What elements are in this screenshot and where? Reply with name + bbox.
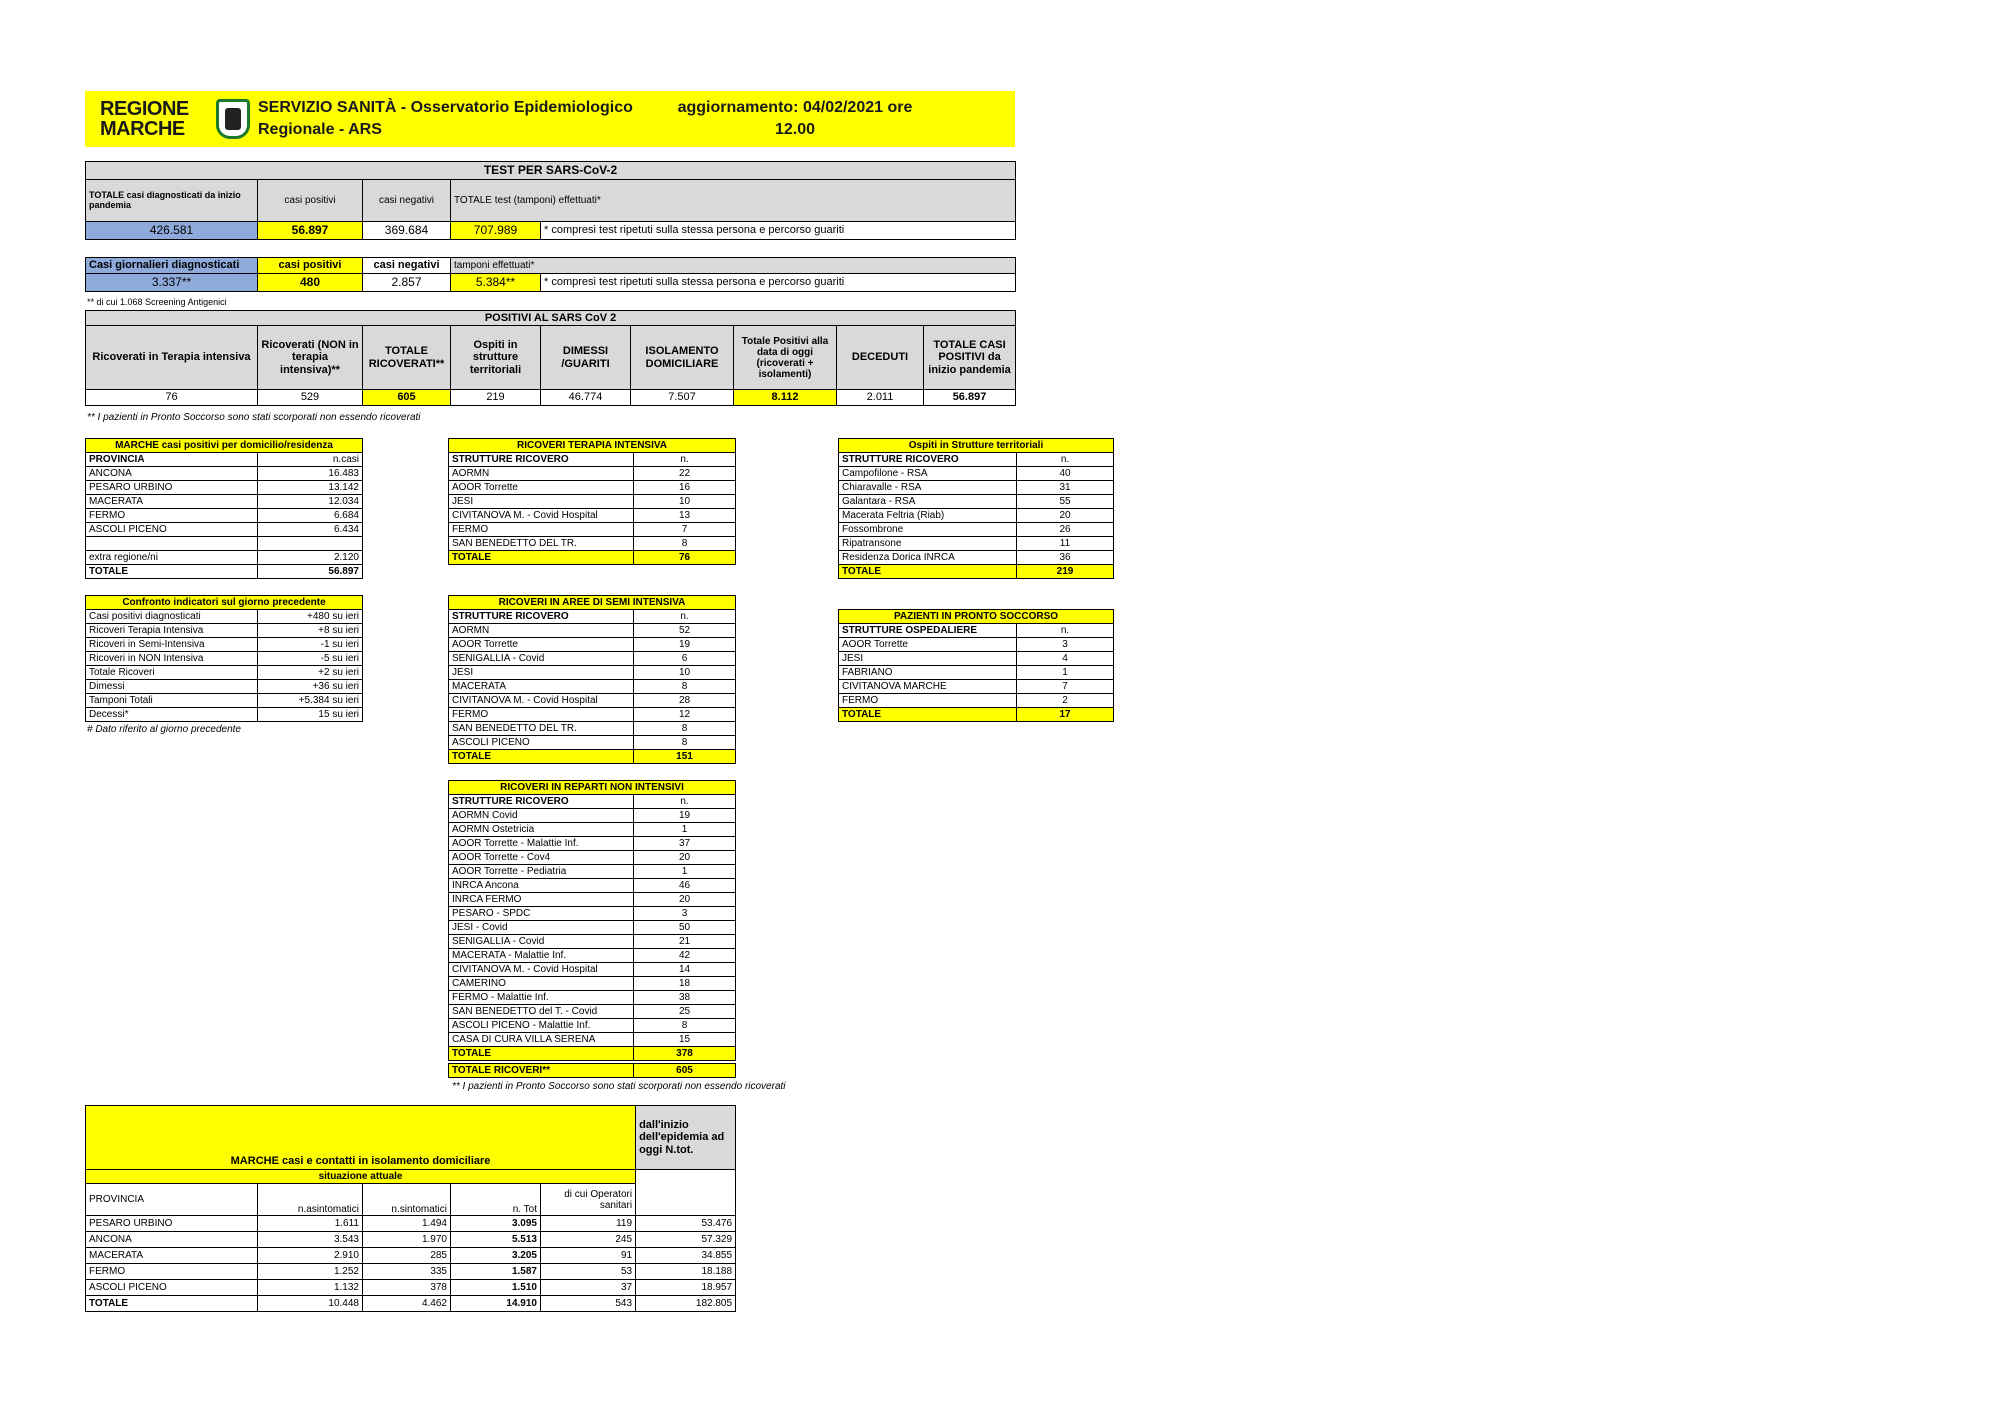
ps-total-value: 17 — [1017, 708, 1114, 722]
test-note: * compresi test ripetuti sulla stessa persona e percorso guariti — [541, 222, 1016, 240]
table-row: Dimessi +36 su ieri — [86, 680, 363, 694]
ps-col-value: n. — [1017, 624, 1114, 638]
table-row: AOOR Torrette 16 — [449, 481, 736, 495]
terapia-intensiva-table — [448, 438, 736, 565]
provincia-total-value: 56.897 — [258, 565, 363, 579]
ti-total-label: TOTALE — [449, 551, 634, 565]
semi-intensiva-table — [448, 595, 736, 764]
table-row: Fossombrone 26 — [839, 523, 1114, 537]
table-row: JESI 4 — [839, 652, 1114, 666]
ps-title: PAZIENTI IN PRONTO SOCCORSO — [839, 610, 1114, 624]
table-row: Galantara - RSA 55 — [839, 495, 1114, 509]
daily-header-negativi: casi negativi — [363, 258, 451, 274]
table-row: Ripatransone 11 — [839, 537, 1114, 551]
positivi-h-totale-positivi: Totale Positivi alla data di oggi (ricoverati + isolamenti) — [734, 326, 837, 390]
isolamento-title: MARCHE casi e contatti in isolamento domiciliare — [86, 1106, 636, 1170]
daily-table — [85, 257, 1016, 292]
si-total-label: TOTALE — [449, 750, 634, 764]
ospiti-table — [838, 438, 1114, 579]
positivi-v-totale-positivi: 8.112 — [734, 390, 837, 406]
positivi-h-totale-ricoverati: TOTALE RICOVERATI** — [363, 326, 451, 390]
table-row: AOOR Torrette - Cov4 20 — [449, 851, 736, 865]
table-row: INRCA Ancona 46 — [449, 879, 736, 893]
ospiti-col-value: n. — [1017, 453, 1114, 467]
provincia-col-name: PROVINCIA — [86, 453, 258, 467]
report-header — [85, 91, 1015, 147]
table-row: JESI 10 — [449, 495, 736, 509]
totale-ricoveri-note: ** I pazienti in Pronto Soccorso sono stati scorporati non essendo ricoverati — [452, 1081, 786, 1092]
provincia-total-label: TOTALE — [86, 565, 258, 579]
table-row: INRCA FERMO 20 — [449, 893, 736, 907]
table-row: FERMO 6.684 — [86, 509, 363, 523]
value-totale-casi: 426.581 — [86, 222, 258, 240]
isolamento-table — [85, 1105, 736, 1312]
test-sars-title: TEST PER SARS-CoV-2 — [86, 162, 1016, 180]
ti-col-value: n. — [634, 453, 736, 467]
table-row: JESI 10 — [449, 666, 736, 680]
totale-ricoveri-value: 605 — [634, 1064, 736, 1078]
positivi-v-ti: 76 — [86, 390, 258, 406]
ospiti-title: Ospiti in Strutture territoriali — [839, 439, 1114, 453]
isolamento-right-header: dall'inizio dell'epidemia ad oggi N.tot. — [636, 1106, 736, 1170]
positivi-v-isolamento: 7.507 — [631, 390, 734, 406]
provincia-col-value: n.casi — [258, 453, 363, 467]
positivi-h-totale-casi: TOTALE CASI POSITIVI da inizio pandemia — [924, 326, 1016, 390]
provincia-title: MARCHE casi positivi per domicilio/residenza — [86, 439, 363, 453]
ni-col-name: STRUTTURE RICOVERO — [449, 795, 634, 809]
positivi-table — [85, 310, 1016, 406]
si-col-value: n. — [634, 610, 736, 624]
ps-col-name: STRUTTURE OSPEDALIERE — [839, 624, 1017, 638]
isolamento-col-sint: n.sintomatici — [363, 1184, 451, 1216]
si-title: RICOVERI IN AREE DI SEMI INTENSIVA — [449, 596, 736, 610]
table-row: SAN BENEDETTO del T. - Covid 25 — [449, 1005, 736, 1019]
table-row: Tamponi Totali +5.384 su ieri — [86, 694, 363, 708]
table-row: Residenza Dorica INRCA 36 — [839, 551, 1114, 565]
table-row: MACERATA 2.910 285 3.205 91 34.855 — [86, 1248, 736, 1264]
ti-col-name: STRUTTURE RICOVERO — [449, 453, 634, 467]
test-sars-table — [85, 161, 1016, 240]
daily-header-casi: Casi giornalieri diagnosticati — [86, 258, 258, 274]
value-casi-positivi: 56.897 — [258, 222, 363, 240]
daily-header-tamponi: tamponi effettuati* — [451, 258, 1016, 274]
table-row: Decessi* 15 su ieri — [86, 708, 363, 722]
positivi-h-ospiti: Ospiti in strutture territoriali — [451, 326, 541, 390]
table-row: SENIGALLIA - Covid 21 — [449, 935, 736, 949]
pronto-soccorso-table — [838, 609, 1114, 722]
table-row: ANCONA 3.543 1.970 5.513 245 57.329 — [86, 1232, 736, 1248]
table-row: FERMO 2 — [839, 694, 1114, 708]
positivi-h-isolamento: ISOLAMENTO DOMICILIARE — [631, 326, 734, 390]
positivi-v-deceduti: 2.011 — [837, 390, 924, 406]
table-row: extra regione/ni 2.120 — [86, 551, 363, 565]
table-row: SAN BENEDETTO DEL TR. 8 — [449, 722, 736, 736]
ni-total-value: 378 — [634, 1047, 736, 1061]
daily-note: * compresi test ripetuti sulla stessa persona e percorso guariti — [541, 274, 1016, 292]
positivi-v-ospiti: 219 — [451, 390, 541, 406]
ospiti-total-label: TOTALE — [839, 565, 1017, 579]
table-row: AORMN Ostetricia 1 — [449, 823, 736, 837]
table-row: AOOR Torrette - Pediatria 1 — [449, 865, 736, 879]
header-totale-test: TOTALE test (tamponi) effettuati* — [451, 180, 1016, 222]
totale-ricoveri-table — [448, 1063, 736, 1078]
ps-total-label: TOTALE — [839, 708, 1017, 722]
daily-header-positivi: casi positivi — [258, 258, 363, 274]
positivi-h-ti: Ricoverati in Terapia intensiva — [86, 326, 258, 390]
table-row: Chiaravalle - RSA 31 — [839, 481, 1114, 495]
isolamento-col-asint: n.asintomatici — [258, 1184, 363, 1216]
isolamento-subtitle: situazione attuale — [86, 1170, 636, 1184]
table-row: Ricoveri in NON Intensiva -5 su ieri — [86, 652, 363, 666]
table-row: FERMO 1.252 335 1.587 53 18.188 — [86, 1264, 736, 1280]
table-row: CIVITANOVA M. - Covid Hospital 28 — [449, 694, 736, 708]
table-row: MACERATA 8 — [449, 680, 736, 694]
header-casi-negativi: casi negativi — [363, 180, 451, 222]
table-row: Macerata Feltria (Riab) 20 — [839, 509, 1114, 523]
table-row: PESARO URBINO 1.611 1.494 3.095 119 53.476 — [86, 1216, 736, 1232]
totale-ricoveri-label: TOTALE RICOVERI** — [449, 1064, 634, 1078]
confronto-table — [85, 595, 363, 722]
daily-value-positivi: 480 — [258, 274, 363, 292]
ospiti-total-value: 219 — [1017, 565, 1114, 579]
table-row: AORMN 52 — [449, 624, 736, 638]
ni-title: RICOVERI IN REPARTI NON INTENSIVI — [449, 781, 736, 795]
positivi-title: POSITIVI AL SARS CoV 2 — [86, 311, 1016, 326]
ni-total-label: TOTALE — [449, 1047, 634, 1061]
table-row: AORMN 22 — [449, 467, 736, 481]
daily-footnote: ** di cui 1.068 Screening Antigenici — [87, 297, 227, 307]
positivi-h-deceduti: DECEDUTI — [837, 326, 924, 390]
table-row: Ricoveri in Semi-Intensiva -1 su ieri — [86, 638, 363, 652]
table-row: ASCOLI PICENO 1.132 378 1.510 37 18.957 — [86, 1280, 736, 1296]
table-row: ASCOLI PICENO 8 — [449, 736, 736, 750]
positivi-h-dimessi: DIMESSI /GUARITI — [541, 326, 631, 390]
value-totale-test: 707.989 — [451, 222, 541, 240]
positivi-v-totale-casi: 56.897 — [924, 390, 1016, 406]
table-row: FERMO 12 — [449, 708, 736, 722]
table-row: Campofilone - RSA 40 — [839, 467, 1114, 481]
value-casi-negativi: 369.684 — [363, 222, 451, 240]
header-casi-positivi: casi positivi — [258, 180, 363, 222]
si-total-value: 151 — [634, 750, 736, 764]
isolamento-total-row: TOTALE 10.448 4.462 14.910 543 182.805 — [86, 1296, 736, 1312]
table-row: CIVITANOVA M. - Covid Hospital 14 — [449, 963, 736, 977]
table-row: FABRIANO 1 — [839, 666, 1114, 680]
confronto-note: # Dato riferito al giorno precedente — [87, 724, 241, 735]
table-row: ASCOLI PICENO - Malattie Inf. 8 — [449, 1019, 736, 1033]
table-row: FERMO - Malattie Inf. 38 — [449, 991, 736, 1005]
logo-text: REGIONE MARCHE — [100, 98, 189, 140]
table-row: SAN BENEDETTO DEL TR. 8 — [449, 537, 736, 551]
positivi-v-totale-ricoverati: 605 — [363, 390, 451, 406]
provincia-table — [85, 438, 363, 579]
positivi-v-non-ti: 529 — [258, 390, 363, 406]
table-row: ANCONA 16.483 — [86, 467, 363, 481]
table-row: PESARO - SPDC 3 — [449, 907, 736, 921]
table-row: Casi positivi diagnosticati +480 su ieri — [86, 610, 363, 624]
table-row: JESI - Covid 50 — [449, 921, 736, 935]
confronto-title: Confronto indicatori sul giorno precedente — [86, 596, 363, 610]
ospiti-col-name: STRUTTURE RICOVERO — [839, 453, 1017, 467]
daily-value-casi: 3.337** — [86, 274, 258, 292]
table-row: ASCOLI PICENO 6.434 — [86, 523, 363, 537]
table-row: Ricoveri Terapia Intensiva +8 su ieri — [86, 624, 363, 638]
table-row: CASA DI CURA VILLA SERENA 15 — [449, 1033, 736, 1047]
ni-col-value: n. — [634, 795, 736, 809]
update-info: aggiornamento: 04/02/2021 ore 12.00 — [677, 99, 913, 138]
table-row: FERMO 7 — [449, 523, 736, 537]
table-row: CIVITANOVA M. - Covid Hospital 13 — [449, 509, 736, 523]
positivi-note: ** I pazienti in Pronto Soccorso sono stati scorporati non essendo ricoverati — [87, 412, 421, 423]
table-row: AOOR Torrette 3 — [839, 638, 1114, 652]
positivi-h-non-ti: Ricoverati (NON in terapia intensiva)** — [258, 326, 363, 390]
table-row — [86, 537, 363, 551]
table-row: CAMERINO 18 — [449, 977, 736, 991]
table-row: Totale Ricoveri +2 su ieri — [86, 666, 363, 680]
service-title: SERVIZIO SANITÀ - Osservatorio Epidemiologico Regionale - ARS — [258, 99, 633, 138]
isolamento-col-tot: n. Tot — [451, 1184, 541, 1216]
table-row: AORMN Covid 19 — [449, 809, 736, 823]
isolamento-col-provincia: PROVINCIA — [86, 1184, 258, 1216]
non-intensivi-table — [448, 780, 736, 1061]
shield-icon — [216, 99, 250, 139]
table-row: AOOR Torrette - Malattie Inf. 37 — [449, 837, 736, 851]
daily-value-tamponi: 5.384** — [451, 274, 541, 292]
table-row: CIVITANOVA MARCHE 7 — [839, 680, 1114, 694]
si-col-name: STRUTTURE RICOVERO — [449, 610, 634, 624]
isolamento-col-oper: di cui Operatori sanitari — [541, 1184, 636, 1216]
header-totale-casi: TOTALE casi diagnosticati da inizio pandemia — [86, 180, 258, 222]
ti-total-value: 76 — [634, 551, 736, 565]
daily-value-negativi: 2.857 — [363, 274, 451, 292]
ti-title: RICOVERI TERAPIA INTENSIVA — [449, 439, 736, 453]
table-row: PESARO URBINO 13.142 — [86, 481, 363, 495]
table-row: SENIGALLIA - Covid 6 — [449, 652, 736, 666]
table-row: AOOR Torrette 19 — [449, 638, 736, 652]
table-row: MACERATA 12.034 — [86, 495, 363, 509]
table-row: MACERATA - Malattie Inf. 42 — [449, 949, 736, 963]
positivi-v-dimessi: 46.774 — [541, 390, 631, 406]
